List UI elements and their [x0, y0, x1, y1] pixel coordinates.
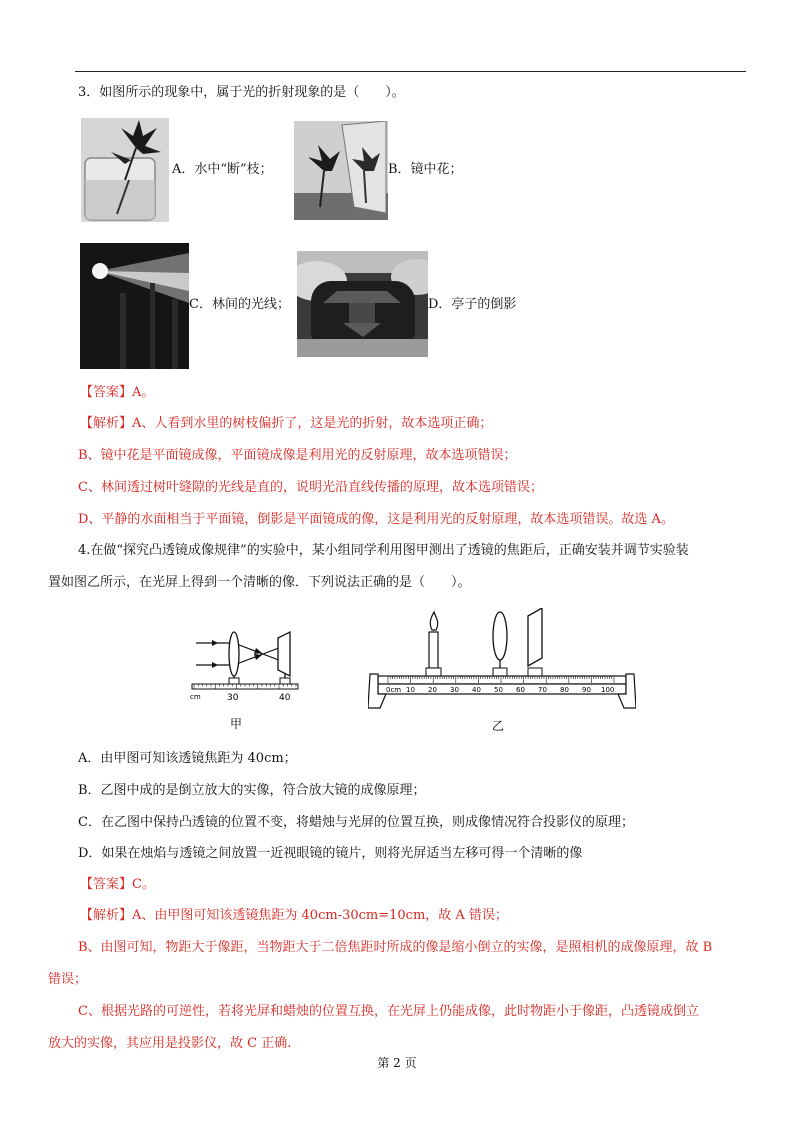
photo-flower-in-mirror	[294, 121, 388, 220]
q3-analysis-c: C、林间透过树叶缝隙的光线是直的，说明光沿直线传播的原理，故本选项错误；	[78, 480, 543, 495]
q4-option-d: D．如果在烛焰与透镜之间放置一近视眼镜的镜片，则将光屏适当左移可得一个清晰的像	[78, 846, 583, 861]
branch-in-water-image	[81, 118, 169, 222]
jia-tick-label-unit: cm	[190, 693, 201, 701]
photo-branch-in-water	[81, 118, 169, 222]
yi-tick-label-40: 40	[472, 686, 481, 694]
q4-question-line-1: 4.在做“探究凸透镜成像规律”的实验中，某小组同学利用图甲测出了透镜的焦距后，正确安装并调节实验装	[78, 543, 689, 558]
figure-yi	[368, 608, 636, 738]
q3-analysis-a: A、人看到水里的树枝偏折了，这是光的折射，故本选项正确；	[132, 416, 493, 431]
yi-tick-label-0: 0cm	[386, 686, 402, 694]
yi-tick-label-20: 20	[428, 686, 437, 694]
q4-analysis-c-line-2: 放大的实像，其应用是投影仪，故 C 正确.	[48, 1036, 292, 1051]
q3-analysis-line-1	[80, 415, 492, 433]
figure-yi-label: 乙	[492, 719, 505, 733]
q4-analysis-c-line-1: C、根据光路的可逆性，若将光屏和蜡烛的位置互换，在光屏上仍能成像，此时物距小于像距，凸透镜成倒立	[78, 1004, 699, 1019]
q4-answer: 【答案】C。	[80, 877, 155, 892]
figure-jia-label: 甲	[230, 717, 243, 731]
q3-analysis-label: 【解析】	[80, 416, 133, 431]
photo-forest-light	[80, 243, 189, 369]
q4-option-a: A．由甲图可知该透镜焦距为 40cm；	[78, 751, 297, 766]
q3-analysis-d: D、平静的水面相当于平面镜，倒影是平面镜成的像，这是利用光的反射原理，故本选项错误。故选 A。	[78, 512, 674, 527]
yi-tick-label-70: 70	[538, 686, 547, 694]
jia-tick-label-30: 30	[227, 693, 239, 703]
jia-tick-label-40: 40	[279, 693, 291, 703]
q4-analysis-b-line-2: 错误；	[48, 972, 88, 987]
forest-light-image	[80, 243, 189, 369]
yi-tick-label-90: 90	[582, 686, 591, 694]
page-number: 第 2 页	[377, 1056, 417, 1070]
q3-option-c: C．林间的光线；	[189, 297, 290, 312]
flower-in-mirror-image	[294, 121, 388, 220]
photo-pavilion-reflection	[297, 251, 428, 357]
q3-option-d: D．亭子的倒影	[428, 297, 517, 312]
yi-tick-label-100: 100	[601, 686, 615, 694]
q3-option-a: A．水中“断”枝；	[172, 162, 273, 177]
q3-option-b: B．镜中花；	[388, 162, 463, 177]
q4-option-b: B．乙图中成的是倒立放大的实像，符合放大镜的成像原理；	[78, 783, 426, 798]
q4-question-line-2: 置如图乙所示，在光屏上得到一个清晰的像．下列说法正确的是（ ）。	[48, 575, 471, 590]
yi-tick-label-60: 60	[516, 686, 525, 694]
yi-tick-label-30: 30	[450, 686, 459, 694]
yi-tick-label-10: 10	[406, 686, 415, 694]
q3-analysis-b: B、镜中花是平面镜成像，平面镜成像是利用光的反射原理，故本选项错误；	[78, 448, 517, 463]
q4-analysis-b-line-1: B、由图可知，物距大于像距，当物距大于二倍焦距时所成的像是缩小倒立的实像，是照相机的成像原理，故 B	[78, 940, 713, 955]
yi-tick-label-80: 80	[560, 686, 569, 694]
q3-question: 3．如图所示的现象中，属于光的折射现象的是（ ）。	[78, 85, 405, 100]
yi-tick-label-50: 50	[494, 686, 503, 694]
q4-analysis-a: A、由甲图可知该透镜焦距为 40cm-30cm=10cm，故 A 错误；	[132, 908, 508, 923]
q4-analysis-line-1	[80, 907, 508, 925]
q3-answer: 【答案】A。	[80, 385, 155, 400]
header-rule	[75, 71, 746, 72]
pavilion-reflection-image	[297, 251, 428, 357]
figure-jia	[188, 618, 302, 736]
q4-analysis-label: 【解析】	[80, 908, 133, 923]
q4-option-c: C．在乙图中保持凸透镜的位置不变，将蜡烛与光屏的位置互换，则成像情况符合投影仪的原理；	[78, 815, 634, 830]
